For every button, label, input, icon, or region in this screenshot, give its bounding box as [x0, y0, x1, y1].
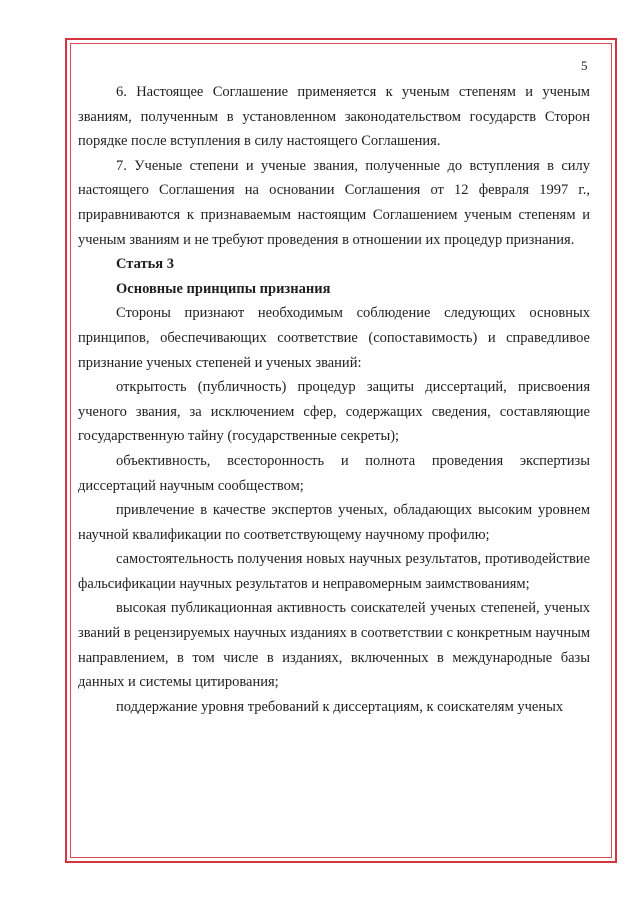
- list-item-principle: привлечение в качестве экспертов ученых, обладающих высоким уровнем научной квалификации по соответствующему научному профилю;: [78, 502, 590, 543]
- article-number: Статья 3: [116, 256, 174, 273]
- list-item-principle: объективность, всесторонность и полнота проведения экспертизы диссертаций научным сообществом;: [78, 452, 590, 494]
- paragraph: Стороны признают необходимым соблюдение следующих основных принципов, обеспечивающих соответствие (сопоставимость) и справедливое признание ученых степеней и ученых званий:: [78, 305, 590, 371]
- document-body: [78, 80, 590, 719]
- list-item-principle: поддержание уровня требований к диссертациям, к соискателям ученых: [116, 698, 564, 715]
- page-number: 5: [581, 58, 588, 73]
- list-item-principle: высокая публикационная активность соискателей ученых степеней, ученых званий в рецензируемых научных изданиях в соответствии с конкретным научным направлением, в том числе в изданиях, включенных в международные базы данных и системы цитирования;: [78, 600, 590, 691]
- paragraph: 6. Настоящее Соглашение применяется к ученым степеням и ученым званиям, полученным в установленном законодательством государств Сторон порядке после вступления в силу настоящего Соглашения.: [78, 84, 590, 150]
- list-item-principle: открытость (публичность) процедур защиты диссертаций, присвоения ученого звания, за исключением сфер, содержащих сведения, составляющие государственную тайну (государственные секреты);: [78, 379, 590, 445]
- paragraph: 7. Ученые степени и ученые звания, полученные до вступления в силу настоящего Соглашения на основании Соглашения от 12 февраля 1997 г., приравниваются к признаваемым настоящим Соглашением ученым степеням и ученым званиям и не требуют проведения в отношении их процедур признания.: [78, 157, 590, 248]
- article-title: Основные принципы признания: [116, 280, 331, 297]
- list-item-principle: самостоятельность получения новых научных результатов, противодействие фальсификации научных результатов и неправомерным заимствованиям;: [78, 551, 590, 592]
